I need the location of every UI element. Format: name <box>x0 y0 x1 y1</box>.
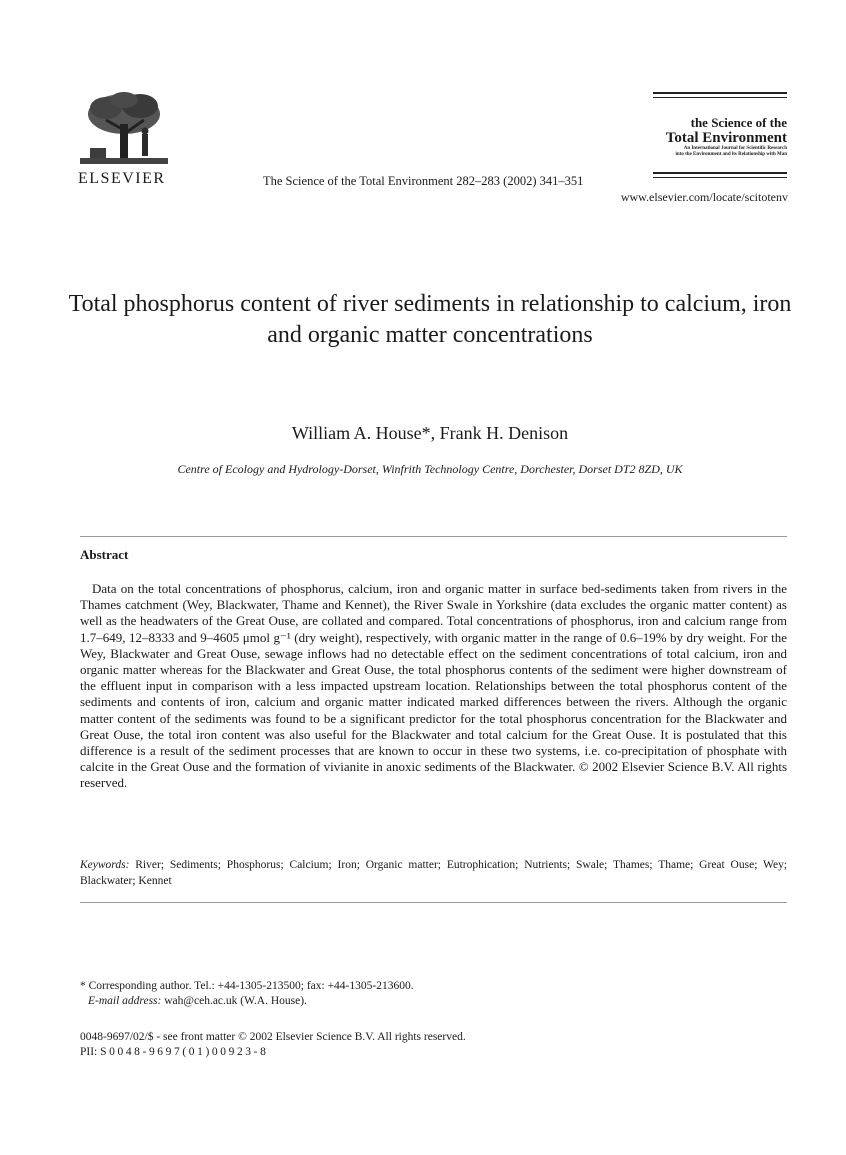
copyright-block <box>80 1030 787 1060</box>
keywords-list: River; Sediments; Phosphorus; Calcium; Iron; Organic matter; Eutrophication; Nutrients; Swale; Thames; Thame; Great Ouse; Wey; Blackwater; Kennet <box>80 859 788 887</box>
masthead-rule <box>653 92 787 94</box>
abstract-heading: Abstract <box>80 547 129 562</box>
corresponding-author-note: * Corresponding author. Tel.: +44-1305-213500; fax: +44-1305-213600. <box>80 980 414 992</box>
article-title: Total phosphorus content of river sediments in relationship to calcium, iron and organic matter concentrations <box>68 291 792 348</box>
divider <box>80 536 787 537</box>
pii-value: S0048-9697(01)00923-8 <box>100 1046 269 1058</box>
journal-masthead <box>623 92 787 178</box>
pii-label: PII: <box>80 1046 98 1058</box>
keywords <box>80 858 787 889</box>
abstract-body: Data on the total concentrations of phosphorus, calcium, iron and organic matter in surface bed-sediments taken from rivers in the Thames catchment (Wey, Blackwater, Thame and Kennet), the River Swale in Yorkshire (data excludes the organic matter content) as well as the headwaters of the Great Ouse, are collated and compared. Total concentrations of phosphorus, iron and calcium range from 1.7–649, 12–8333 and 9–4605 μmol g⁻¹ (dry weight), respectively, with organic matter in the range of 0.6–19% by dry weight. For the Wey, Blackwater and Great Ouse, sewage inflows had no detectable effect on the sediment concentrations of total calcium, iron and organic matter whereas for the Blackwater and Great Ouse, the total phosphorus contents of the sediment were higher downstream of the effluent input in comparison with a less impacted upstream location. Relationships between the total phosphorus content of the sediments and contents of iron, calcium and organic matter indicated marked differences between the rivers. Although the organic matter content of the sediments was found to be a significant predictor for the total phosphorus concentration for the Blackwater and Great Ouse, the total iron content was also useful for the Blackwater and total calcium for the Great Ouse. It is postulated that this difference is a result of the sediment processes that are known to occur in these two systems, i.e. co-precipitation of phosphate with calcite in the Great Ouse and the formation of vivianite in anoxic sediments of the Blackwater. © 2002 Elsevier Science B.V. All rights reserved. <box>80 581 787 791</box>
email-label: E-mail address: <box>88 995 162 1007</box>
masthead-subtitle-line2: into the Environment and its Relationship with Man <box>675 152 787 157</box>
author-affiliation: Centre of Ecology and Hydrology-Dorset, Winfrith Technology Centre, Dorchester, Dorset DT2 8ZD, UK <box>177 462 683 476</box>
masthead-title-line1: the Science of the <box>690 115 787 130</box>
masthead-title-line2: Total Environment <box>665 130 787 146</box>
publisher-name: ELSEVIER <box>78 170 166 187</box>
divider <box>80 902 787 903</box>
masthead-rule <box>653 172 787 174</box>
masthead-subtitle-line1: An International Journal for Scientific Research <box>683 146 787 151</box>
footnote <box>80 979 787 1009</box>
masthead-rule <box>653 97 787 98</box>
elsevier-tree-logo <box>76 90 172 168</box>
article-authors: William A. House*, Frank H. Denison <box>291 423 569 443</box>
email-value: wah@ceh.ac.uk (W.A. House). <box>164 995 307 1007</box>
journal-website: www.elsevier.com/locate/scitotenv <box>620 190 788 204</box>
journal-citation: The Science of the Total Environment 282–283 (2002) 341–351 <box>263 174 584 188</box>
copyright-line: 0048-9697/02/$ - see front matter © 2002 Elsevier Science B.V. All rights reserved. <box>80 1031 466 1043</box>
keywords-label: Keywords: <box>80 859 130 871</box>
masthead-rule <box>653 177 787 178</box>
